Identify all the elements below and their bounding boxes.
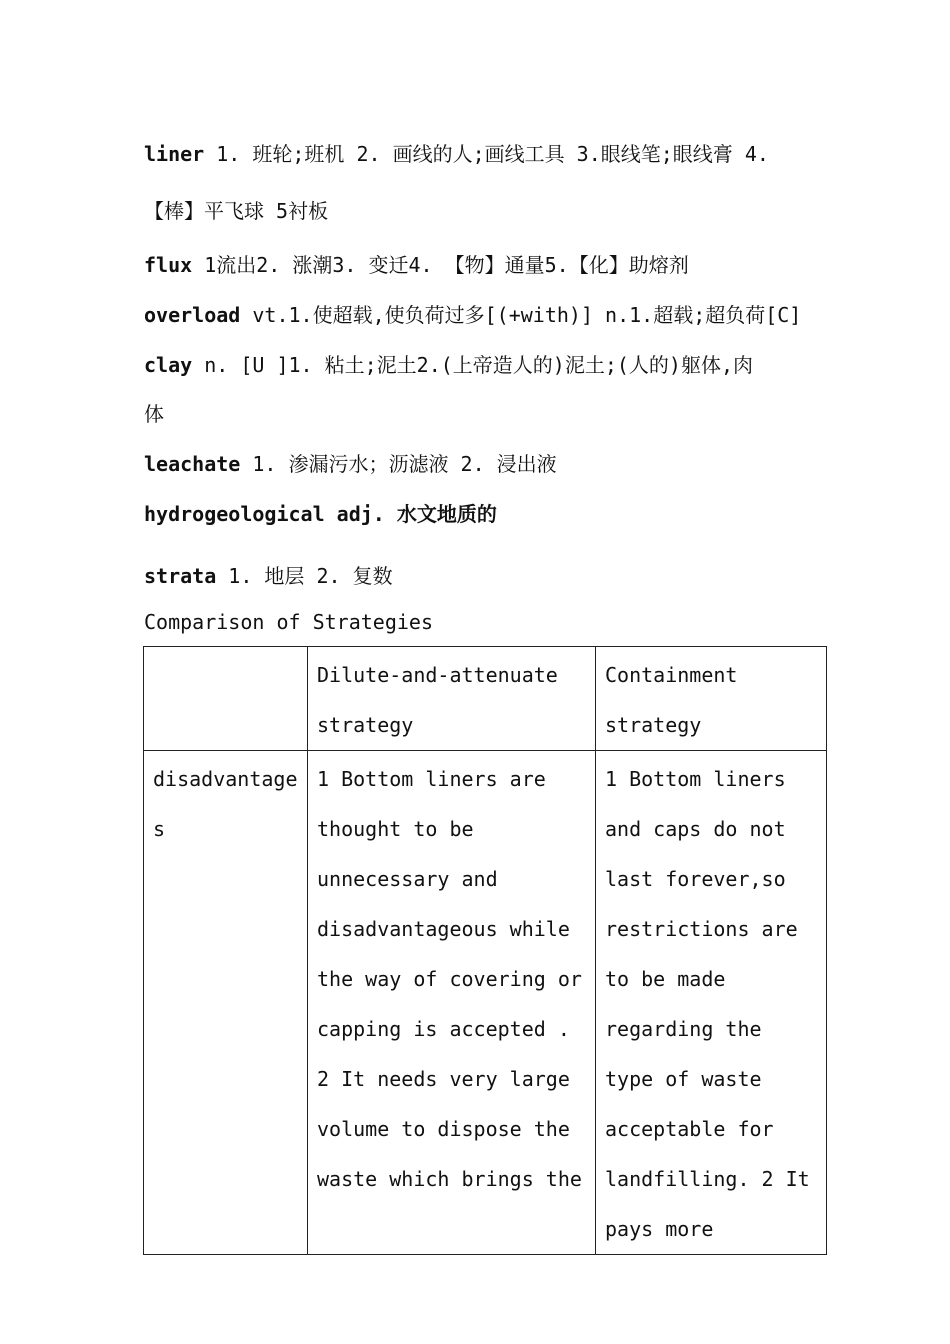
header-cell-empty [144,647,308,751]
table-header-row [144,647,827,751]
glossary-entry-flux [144,249,689,278]
glossary-entry-hydrogeological [144,498,497,527]
header-cell-containment: Containment strategy [596,647,827,751]
comparison-table [143,646,827,1255]
row-label-cell: disadvantages [144,751,308,1255]
entry-term: overload [144,303,241,327]
entry-term: hydrogeological [144,502,325,526]
glossary-entry-clay [144,349,753,378]
glossary-entry-overload [144,299,801,328]
entry-definition: n. [U ]1. 粘土;泥土2.(上帝造人的)泥土;(人的)躯体,肉 [192,353,753,377]
entry-term: flux [144,253,193,277]
table-row [144,751,827,1255]
entry-term: liner [144,142,205,166]
entry-definition: 1. 渗漏污水；沥滤液 2. 浸出液 [240,452,557,476]
glossary-entry-liner [144,138,769,167]
entry-definition: adj. 水文地质的 [324,502,497,526]
dilute-disadvantages-cell: 1 Bottom liners are thought to be unnecessary and disadvantageous while the way of covering or capping is accepted . 2 It needs very large volume to dispose the waste which brings the [308,751,596,1255]
entry-definition: vt.1.使超载,使负荷过多[(+with)] n.1.超载;超负荷[C] [240,303,802,327]
header-cell-dilute: Dilute-and-attenuate strategy [308,647,596,751]
entry-definition: 体 [144,402,164,426]
containment-disadvantages-cell: 1 Bottom liners and caps do not last forever,so restrictions are to be made regarding the type of waste acceptable for landfilling. 2 It pays more [596,751,827,1255]
entry-term: clay [144,353,193,377]
glossary-entry-clay-cont [144,398,164,427]
glossary-entry-strata [144,560,393,589]
glossary-entry-leachate [144,448,557,477]
entry-definition: 1. 班轮;班机 2. 画线的人;画线工具 3.眼线笔;眼线膏 4. [204,142,769,166]
entry-term: strata [144,564,217,588]
table-caption: Comparison of Strategies [144,610,433,634]
entry-definition: 1. 地层 2. 复数 [216,564,393,588]
glossary-entry-liner-cont [144,195,328,224]
entry-term: leachate [144,452,241,476]
entry-definition: 1流出2. 涨潮3. 变迁4. 【物】通量5.【化】助熔剂 [192,253,689,277]
entry-definition: 【棒】平飞球 5衬板 [144,199,329,223]
